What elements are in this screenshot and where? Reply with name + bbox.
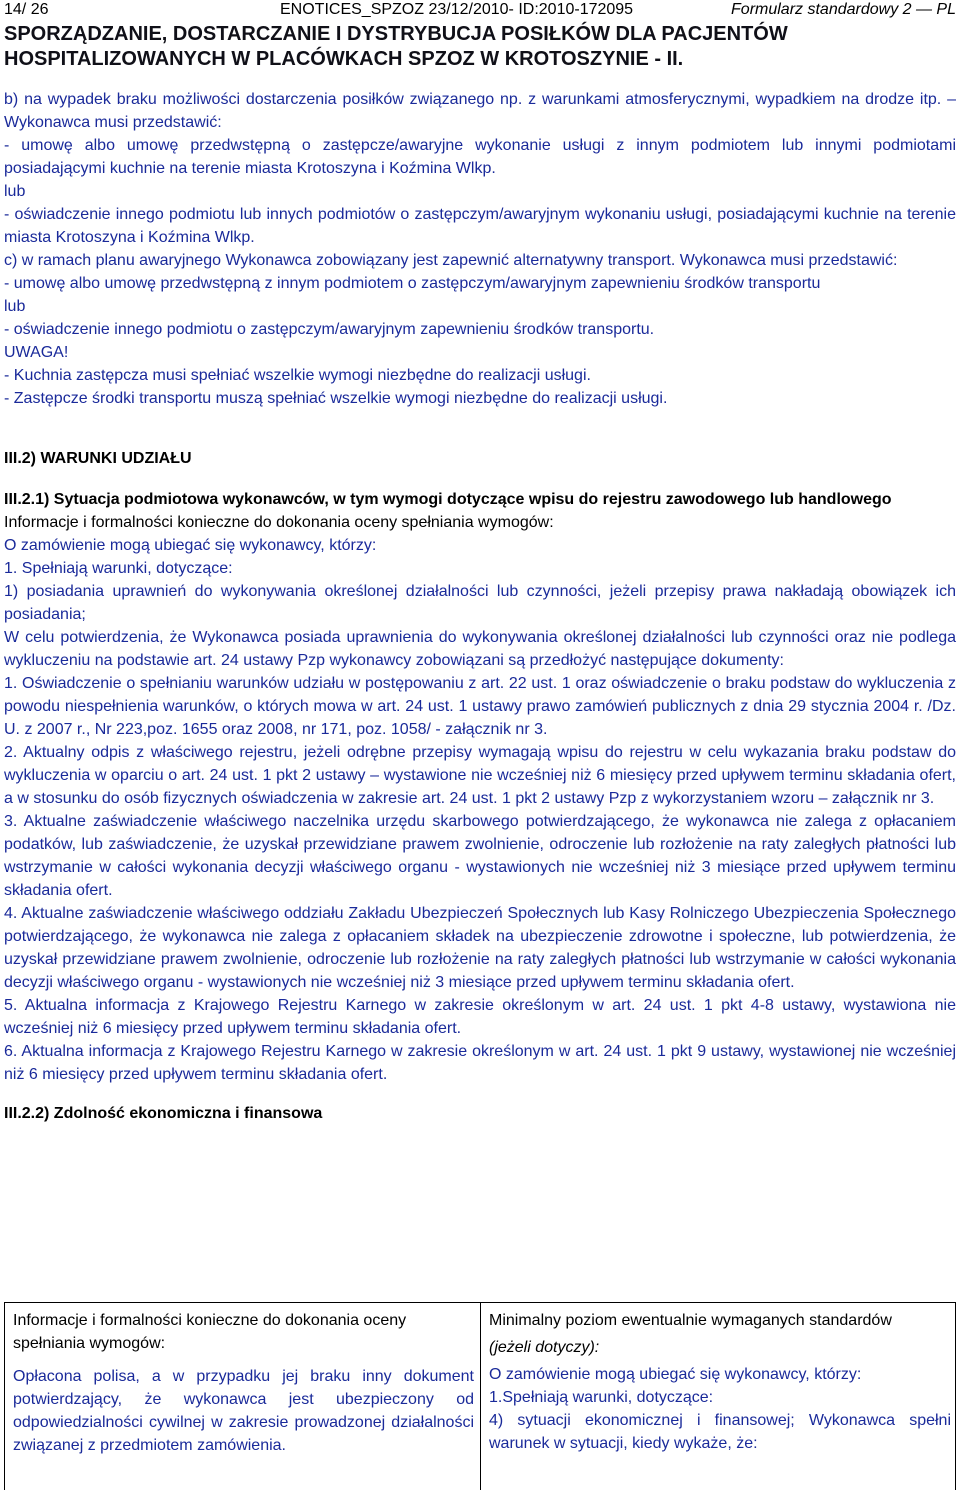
- table-left-header: Informacje i formalności konieczne do dokonania oceny spełniania wymogów:: [13, 1312, 407, 1352]
- table-left-column: [5, 1303, 481, 1490]
- table-right-column: [481, 1303, 957, 1490]
- document-6: 6. Aktualna informacja z Krajowego Rejestru Karnego w zakresie określonym w art. 24 ust. 1 pkt 9 ustawy, wystawionej nie wcześniej niż 6 miesięcy przed upływem terminu składania ofert.: [4, 1043, 956, 1083]
- paragraph-b: b) na wypadek braku możliwości dostarczenia posiłków związanego np. z warunkami atmosferycznymi, wypadkiem na drodze itp. – Wykonawca musi przedstawić:: [4, 91, 956, 131]
- may-apply-line: O zamówienie mogą ubiegać się wykonawcy, którzy:: [4, 537, 377, 554]
- meet-conditions-line: 1. Spełniają warunki, dotyczące:: [4, 560, 233, 577]
- table-right-note: (jeżeli dotyczy):: [489, 1339, 600, 1356]
- requirements-table: [4, 1302, 956, 1490]
- section-heading-iii2: III.2) WARUNKI UDZIAŁU: [4, 450, 192, 467]
- page-header: [0, 0, 960, 22]
- title-line-1: SPORZĄDZANIE, DOSTARCZANIE I DYSTRYBUCJA POSIŁKÓW DLA PACJENTÓW: [4, 23, 788, 45]
- info-line: Informacje i formalności konieczne do dokonania oceny spełniania wymogów:: [4, 514, 554, 531]
- confirmation-paragraph: W celu potwierdzenia, że Wykonawca posiada uprawnienia do wykonywania określonej działalności lub czynności oraz nie podlega wykluczeniu na podstawie art. 24 ustawy Pzp wykonawcy zobowiązani są przedłożyć następujące dokumenty:: [4, 629, 956, 669]
- document-body: [4, 88, 956, 1125]
- spacer: [4, 410, 956, 433]
- form-name: Formularz standardowy 2 — PL: [731, 1, 956, 18]
- paragraph-uwaga: UWAGA!: [4, 344, 69, 361]
- section-heading-iii22: III.2.2) Zdolność ekonomiczna i finansowa: [4, 1105, 323, 1122]
- paragraph-lub-2: lub: [4, 298, 26, 315]
- table-left-text: Opłacona polisa, a w przypadku jej braku inny dokument potwierdzający, że wykonawca jest ubezpieczony od odpowiedzialności cywilnej w zakresie prowadzonej działalności związanej z przedmiotem zamówienia.: [13, 1368, 474, 1454]
- section-heading-iii21: III.2.1) Sytuacja podmiotowa wykonawców, w tym wymogi dotyczące wpisu do rejestru zawodowego lub handlowego: [4, 491, 892, 508]
- table-right-line-2: 1.Spełniają warunki, dotyczące:: [489, 1389, 714, 1406]
- paragraph-lub-1: lub: [4, 183, 26, 200]
- table-right-line-3: 4) sytuacji ekonomicznej i finansowej; Wykonawca spełni warunek w sytuacji, kiedy wykaże, że:: [489, 1412, 951, 1452]
- document-3: 3. Aktualne zaświadczenie właściwego naczelnika urzędu skarbowego potwierdzającego, że wykonawca nie zalega z opłacaniem podatków, lub zaświadczenie, że uzyskał przewidziane prawem zwolnienie, odroczenie lub rozłożenie na raty zaległych płatności lub wstrzymanie w całości wykonania decyzji właściwego organu - wystawionych nie wcześniej niż 3 miesiące przed upływem terminu składania ofert.: [4, 813, 956, 899]
- document-1: 1. Oświadczenie o spełnianiu warunków udziału w postępowaniu z art. 22 ust. 1 oraz oświadczenie o braku podstaw do wykluczenia z powodu niespełnienia warunków, o których mowa w art. 24 ust. 1 ustawy prawo zamówień publicznych z dnia 29 stycznia 2004 r. /Dz. U. z 2007 r., Nr 223,poz. 1655 oraz 2008, nr 171, poz. 1058/ - załącznik nr 3.: [4, 675, 956, 738]
- notice-id: ENOTICES_SPZOZ 23/12/2010- ID:2010-172095: [280, 1, 634, 18]
- paragraph-c2: - oświadczenie innego podmiotu o zastępczym/awaryjnym zapewnieniu środków transportu.: [4, 321, 655, 338]
- document-2: 2. Aktualny odpis z właściwego rejestru, jeżeli odrębne przepisy wymagają wpisu do rejestru w celu wykazania braku podstaw do wykluczenia w oparciu o art. 24 ust. 1 pkt 2 ustawy – wystawione nie wcześniej niż 6 miesięcy przed upływem terminu składania ofert, a w stosunku do osób fizycznych oświadczenia w zakresie art. 24 ust. 1 pkt 2 ustawy Pzp z wykorzystaniem wzoru – załącznik nr 3.: [4, 744, 956, 807]
- page-number: 14/ 26: [4, 1, 49, 18]
- document-title: [4, 22, 954, 72]
- table-right-line-1: O zamówienie mogą ubiegać się wykonawcy, którzy:: [489, 1366, 862, 1383]
- paragraph-uwaga-2: - Zastępcze środki transportu muszą spełniać wszelkie wymogi niezbędne do realizacji usługi.: [4, 390, 668, 407]
- table-right-header: Minimalny poziom ewentualnie wymaganych standardów: [489, 1312, 892, 1329]
- title-line-2: HOSPITALIZOWANYCH W PLACÓWKACH SPZOZ W KROTOSZYNIE - II.: [4, 48, 684, 70]
- paragraph-b1: - umowę albo umowę przedwstępną o zastępcze/awaryjne wykonanie usługi z innym podmiotem lub innymi podmiotami posiadającymi kuchnie na terenie miasta Krotoszyna i Koźmina Wlkp.: [4, 137, 956, 177]
- document-5: 5. Aktualna informacja z Krajowego Rejestru Karnego w zakresie określonym w art. 24 ust. 1 pkt 4-8 ustawy, wystawiona nie wcześniej niż 6 miesięcy przed upływem terminu składania ofert.: [4, 997, 956, 1037]
- paragraph-c1: - umowę albo umowę przedwstępną z innym podmiotem o zastępczym/awaryjnym zapewnieniu środków transportu: [4, 275, 821, 292]
- paragraph-uwaga-1: - Kuchnia zastępcza musi spełniać wszelkie wymogi niezbędne do realizacji usługi.: [4, 367, 591, 384]
- paragraph-c: c) w ramach planu awaryjnego Wykonawca zobowiązany jest zapewnić alternatywny transport. Wykonawca musi przedstawić:: [4, 252, 898, 269]
- condition-1: 1) posiadania uprawnień do wykonywania określonej działalności lub czynności, jeżeli przepisy prawa nakładają obowiązek ich posiadania;: [4, 583, 956, 623]
- document-4: 4. Aktualne zaświadczenie właściwego oddziału Zakładu Ubezpieczeń Społecznych lub Kasy Rolniczego Ubezpieczenia Społecznego potwierdzającego, że wykonawca nie zalega z opłacaniem składek na ubezpieczenie zdrowotne i społeczne, lub potwierdzenia, że uzyskał przewidziane prawem zwolnienie, odroczenie lub rozłożenie na raty zaległych płatności lub wstrzymanie w całości wykonania decyzji właściwego organu - wystawionych nie wcześniej niż 3 miesiące przed upływem terminu składania ofert.: [4, 905, 956, 991]
- paragraph-b2: - oświadczenie innego podmiotu lub innych podmiotów o zastępczym/awaryjnym wykonaniu usługi, posiadającymi kuchnie na terenie miasta Krotoszyna i Koźmina Wlkp.: [4, 206, 956, 246]
